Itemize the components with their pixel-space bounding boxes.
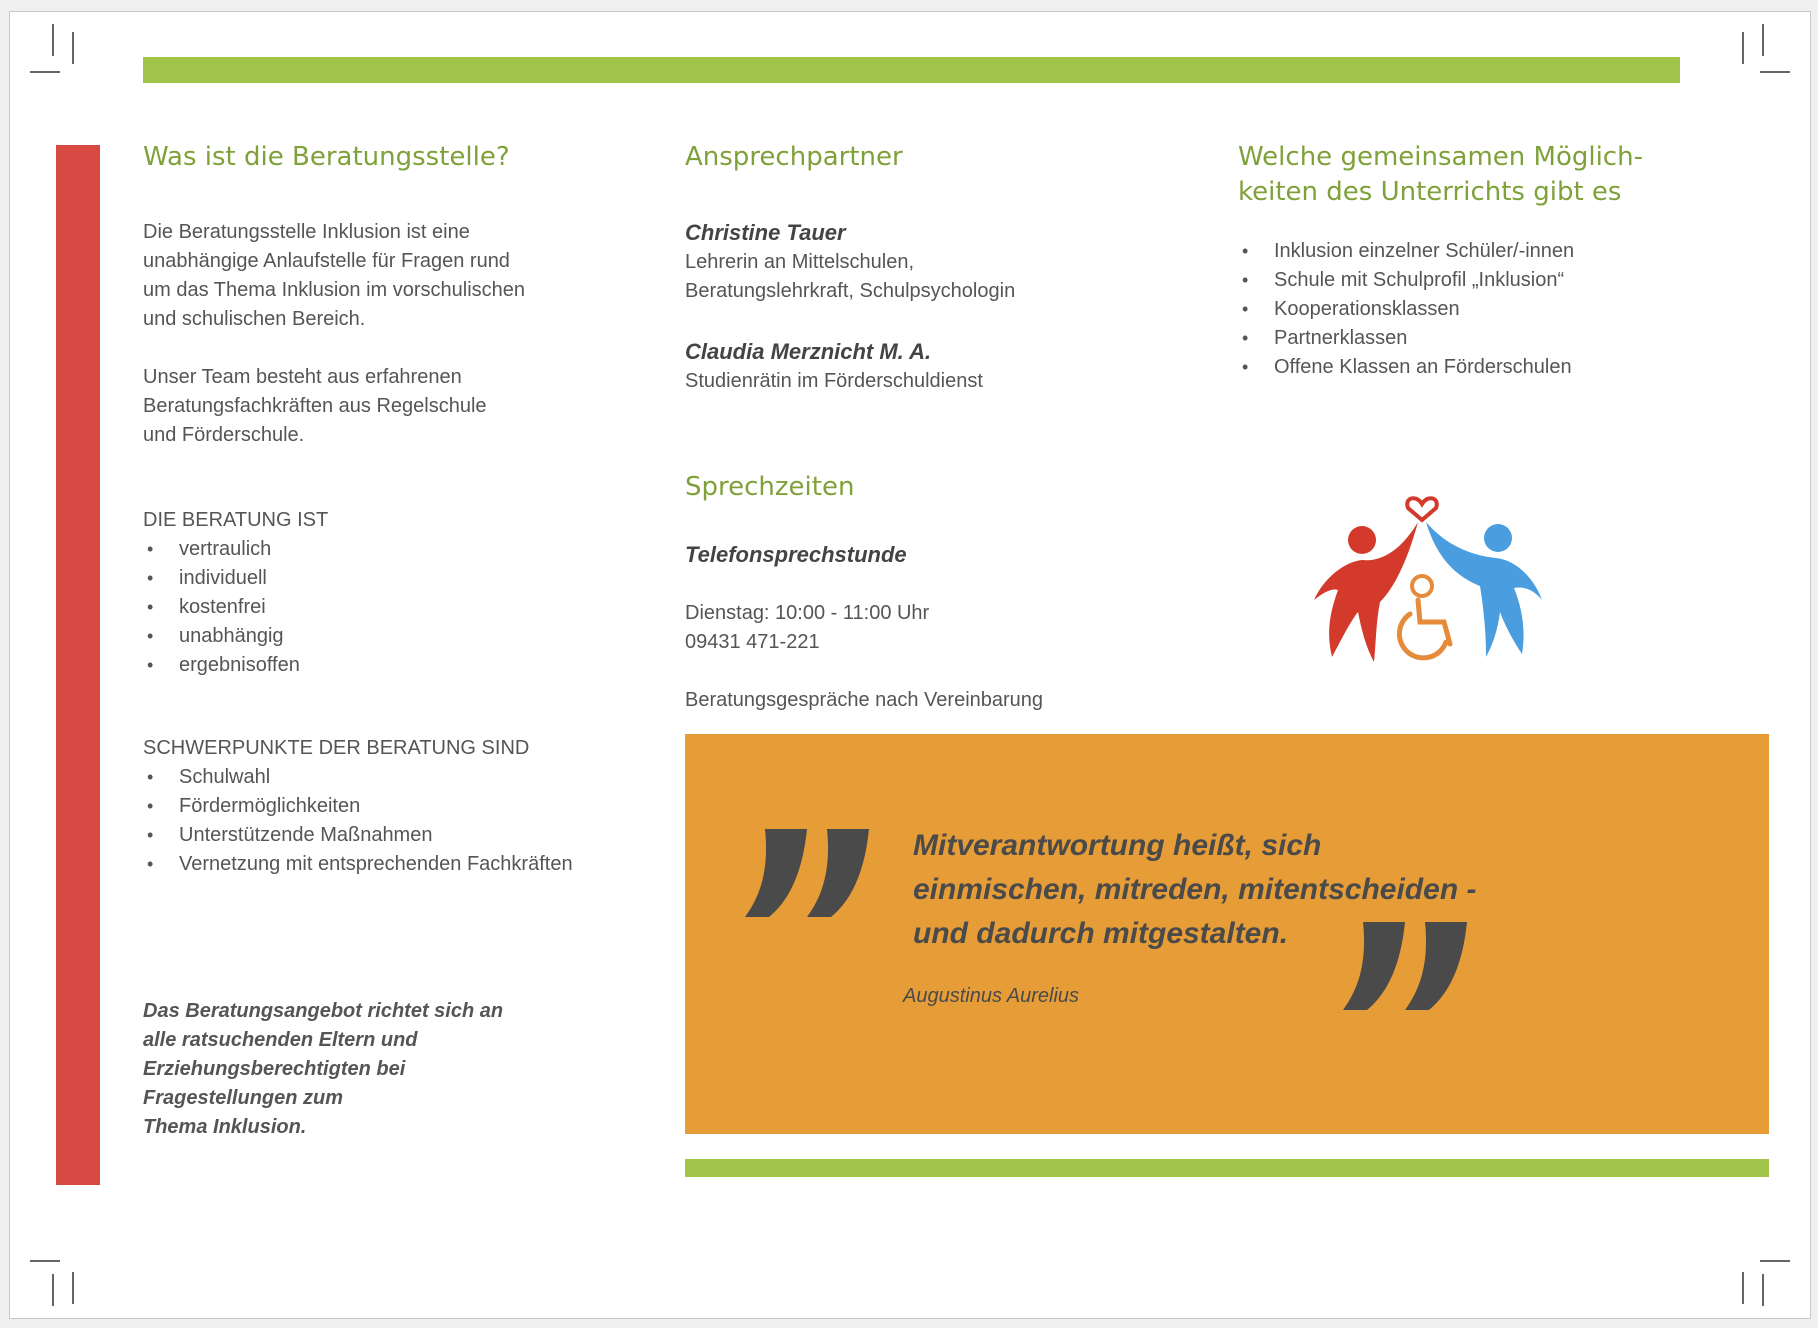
schwerpunkte-list	[143, 763, 573, 879]
crop-mark-bl-h	[30, 1260, 60, 1262]
contact-name: Claudia Merznicht M. A.	[685, 339, 932, 364]
col2-heading: Ansprechpartner	[685, 142, 903, 172]
closing-paragraph	[143, 997, 503, 1142]
wheelchair-head	[1412, 576, 1432, 596]
list-item: • Unterstützende Maßnahmen	[143, 821, 573, 850]
crop-mark-tr-v2	[1742, 32, 1744, 64]
unterricht-list	[1238, 237, 1574, 382]
spacer	[685, 657, 1043, 686]
list-item: • kostenfrei	[143, 593, 328, 622]
crop-mark-tl-h	[30, 71, 60, 73]
crop-mark-bl-v1	[52, 1274, 54, 1306]
list-item: • Vernetzung mit entsprechenden Fachkräften	[143, 850, 573, 879]
team-line: und Förderschule.	[143, 424, 305, 446]
list-item: • Partnerklassen	[1238, 324, 1574, 353]
closing-line: Erziehungsberechtigten bei	[143, 1058, 406, 1080]
crop-mark-tl-v1	[52, 24, 54, 56]
list-item: • Offene Klassen an Förderschulen	[1238, 353, 1574, 382]
quote-author: Augustinus Aurelius	[903, 985, 1080, 1007]
crop-mark-tr-h	[1760, 71, 1790, 73]
team-line: Unser Team besteht aus erfahrenen	[143, 366, 462, 388]
top-green-bar	[143, 57, 1680, 83]
schwerpunkte-section	[143, 734, 573, 879]
closing-line: Fragestellungen zum	[143, 1087, 344, 1109]
quote-close-icon	[1343, 922, 1473, 1012]
closing-line: alle ratsuchenden Eltern und	[143, 1029, 418, 1051]
team-line: Beratungsfachkräften aus Regelschule	[143, 395, 487, 417]
heart-icon	[1407, 498, 1437, 520]
telefon-label: Telefonsprechstunde	[685, 542, 907, 567]
list-item: • individuell	[143, 564, 328, 593]
quote-line: Mitverantwortung heißt, sich	[913, 829, 1322, 862]
intro-line: um das Thema Inklusion im vorschulischen	[143, 279, 526, 301]
beratung-list	[143, 535, 328, 680]
contact-line: Studienrätin im Förderschuldienst	[685, 370, 983, 392]
beratung-section	[143, 506, 328, 680]
col1-heading: Was ist die Beratungsstelle?	[143, 142, 510, 172]
wheelchair-icon	[1418, 600, 1450, 644]
red-figure-head	[1348, 526, 1376, 554]
col3-heading-line: Welche gemeinsamen Möglich-	[1238, 142, 1643, 172]
list-item: • ergebnisoffen	[143, 651, 328, 680]
document-page	[10, 12, 1810, 1318]
inclusion-logo	[1310, 482, 1550, 682]
list-item: • unabhängig	[143, 622, 328, 651]
crop-mark-br-v2	[1742, 1272, 1744, 1304]
bottom-green-bar	[685, 1159, 1769, 1177]
phone-number: 09431 471-221	[685, 631, 820, 653]
crop-mark-br-h	[1760, 1260, 1790, 1262]
list-item: • Schulwahl	[143, 763, 573, 792]
sprechzeiten-heading: Sprechzeiten	[685, 472, 855, 502]
schwerpunkte-heading: SCHWERPUNKTE DER BERATUNG SIND	[143, 737, 530, 759]
list-item: • Schule mit Schulprofil „Inklusion“	[1238, 266, 1574, 295]
contact-name: Christine Tauer	[685, 220, 846, 245]
closing-line: Das Beratungsangebot richtet sich an	[143, 1000, 504, 1022]
team-paragraph	[143, 363, 487, 450]
list-item: • Inklusion einzelner Schüler/-innen	[1238, 237, 1574, 266]
list-item: • vertraulich	[143, 535, 328, 564]
quote-box	[685, 734, 1769, 1134]
intro-line: und schulischen Bereich.	[143, 308, 366, 330]
crop-mark-br-v1	[1762, 1274, 1764, 1306]
list-item: • Fördermöglichkeiten	[143, 792, 573, 821]
closing-line: Thema Inklusion.	[143, 1116, 307, 1138]
intro-paragraph	[143, 218, 525, 334]
quote-line: einmischen, mitreden, mitentscheiden -	[913, 873, 1477, 906]
blue-figure-head	[1484, 524, 1512, 552]
intro-line: Die Beratungsstelle Inklusion ist eine	[143, 221, 470, 243]
crop-mark-tl-v2	[72, 32, 74, 64]
intro-line: unabhängige Anlaufstelle für Fragen rund	[143, 250, 510, 272]
col3-heading-line: keiten des Unterrichts gibt es	[1238, 177, 1622, 207]
blue-figure-body	[1426, 522, 1542, 657]
contact-line: Lehrerin an Mittelschulen,	[685, 251, 915, 273]
quote-open-icon	[745, 829, 875, 919]
list-item: • Kooperationsklassen	[1238, 295, 1574, 324]
sprechzeit-time: Dienstag: 10:00 - 11:00 Uhr	[685, 602, 930, 624]
beratung-heading: DIE BERATUNG IST	[143, 509, 329, 531]
contact-christine	[685, 218, 1015, 306]
col3-list-wrap	[1238, 237, 1574, 382]
contact-claudia	[685, 337, 983, 396]
crop-mark-tr-v1	[1762, 24, 1764, 56]
left-red-bar	[56, 145, 100, 1185]
crop-mark-bl-v2	[72, 1272, 74, 1304]
col3-heading	[1238, 140, 1643, 210]
spacer	[685, 570, 1043, 599]
appointment-note: Beratungsgespräche nach Vereinbarung	[685, 689, 1044, 711]
quote-line: und dadurch mitgestalten.	[913, 917, 1289, 950]
sprechzeiten-section	[685, 540, 1043, 715]
contact-line: Beratungslehrkraft, Schulpsychologin	[685, 280, 1016, 302]
